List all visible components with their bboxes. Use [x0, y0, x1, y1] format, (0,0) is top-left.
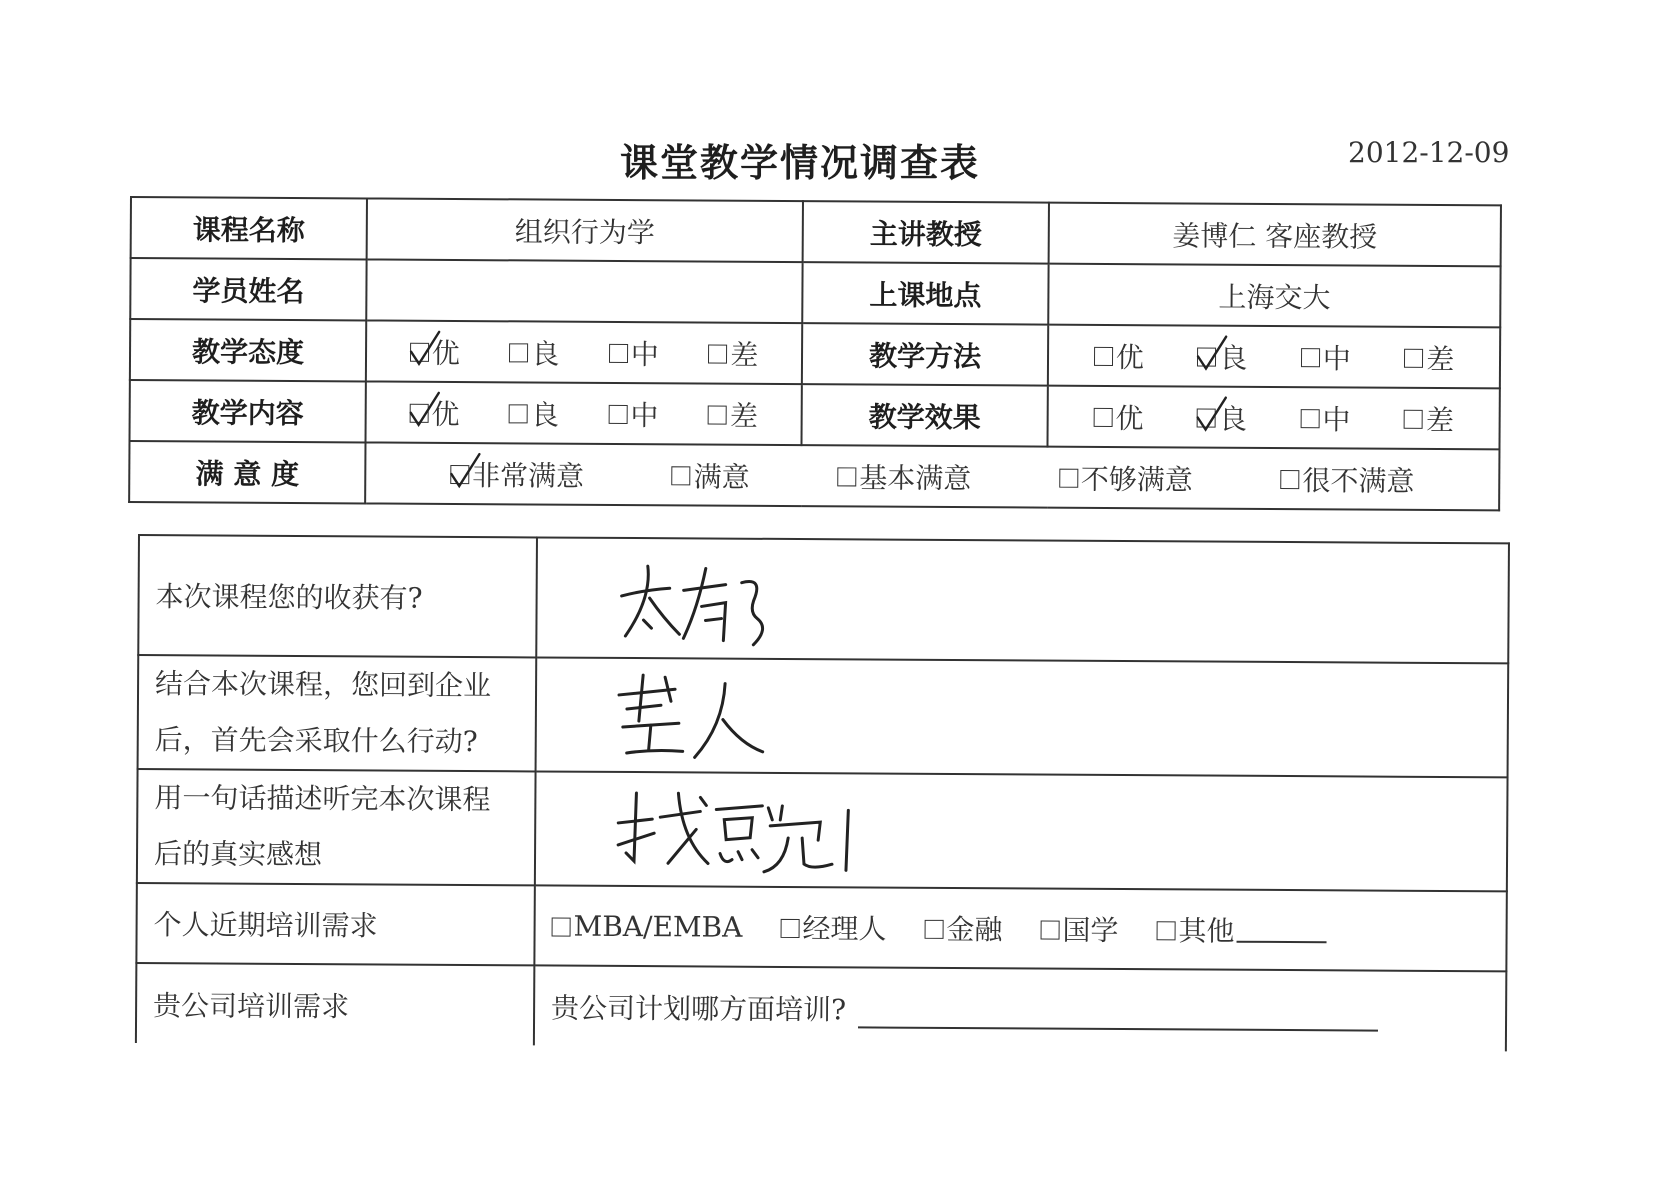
checkbox[interactable]	[837, 467, 856, 486]
checkbox[interactable]	[924, 919, 943, 938]
checkbox[interactable]	[552, 917, 571, 936]
action-row	[138, 655, 1509, 777]
content-label: 教学内容	[130, 380, 366, 442]
lecturer-value: 姜博仁 客座教授	[1049, 203, 1501, 267]
lecturer-label: 主讲教授	[803, 201, 1049, 264]
effect-option[interactable]: 中	[1300, 398, 1350, 438]
effect-option[interactable]: 优	[1093, 396, 1143, 436]
checkbox[interactable]	[1059, 469, 1078, 488]
attitude-option[interactable]: 优	[410, 331, 460, 371]
checkbox[interactable]	[1280, 470, 1299, 489]
checkbox[interactable]	[609, 344, 628, 363]
checkbox[interactable]	[1404, 349, 1423, 368]
location-value: 上海交大	[1048, 264, 1500, 328]
gains-question: 本次课程您的收获有?	[138, 535, 537, 657]
course-name-value: 组织行为学	[367, 198, 803, 262]
feel-question-line2: 后的真实感想	[153, 837, 323, 872]
location-label: 上课地点	[802, 262, 1048, 325]
course-row	[131, 197, 1501, 266]
method-option[interactable]: 差	[1404, 337, 1454, 377]
training-row	[136, 883, 1506, 971]
effect-option[interactable]: 良	[1197, 397, 1247, 437]
method-option[interactable]: 优	[1094, 335, 1144, 375]
action-question	[138, 655, 537, 771]
checkbox[interactable]	[450, 465, 469, 484]
satisfaction-label: 满 意 度	[129, 441, 365, 503]
questions-table	[135, 534, 1510, 1051]
checkbox[interactable]	[410, 343, 429, 362]
action-answer-cell[interactable]	[536, 657, 1509, 777]
training-option-guoxue[interactable]: 国学	[1040, 909, 1118, 949]
checkbox[interactable]	[708, 345, 727, 364]
checkbox[interactable]	[1197, 409, 1216, 428]
company-question: 贵公司培训需求	[136, 963, 534, 1045]
check-mark-icon	[1194, 335, 1228, 375]
checkbox[interactable]	[780, 918, 799, 937]
company-row	[136, 963, 1506, 1051]
checkbox[interactable]	[672, 466, 691, 485]
attitude-option[interactable]: 差	[708, 333, 758, 373]
satisfaction-option[interactable]: 基本满意	[837, 456, 971, 497]
attitude-options	[367, 331, 801, 374]
student-name-label: 学员姓名	[130, 258, 366, 320]
method-option[interactable]: 中	[1301, 337, 1351, 377]
training-question: 个人近期培训需求	[136, 883, 534, 965]
checkbox[interactable]	[1156, 921, 1175, 940]
student-name-value[interactable]	[366, 259, 802, 323]
training-option-other[interactable]: 其他	[1156, 909, 1326, 950]
handwriting-action	[613, 665, 794, 766]
other-blank[interactable]	[1236, 917, 1326, 944]
method-option[interactable]: 良	[1197, 336, 1247, 376]
satisfaction-option[interactable]: 非常满意	[450, 453, 584, 494]
action-question-line1: 结合本次课程，您回到企业	[154, 667, 492, 703]
content-option[interactable]: 差	[708, 394, 758, 434]
satisfaction-options	[366, 453, 1498, 500]
checkbox[interactable]	[1040, 920, 1059, 939]
checkbox[interactable]	[509, 404, 528, 423]
training-option-finance[interactable]: 金融	[924, 908, 1002, 948]
ratings-table	[128, 196, 1502, 511]
feel-question-line1: 用一句话描述听完本次课程	[154, 781, 491, 817]
content-option[interactable]: 中	[608, 393, 658, 433]
effect-options	[1049, 396, 1499, 439]
effect-label: 教学效果	[801, 384, 1047, 447]
content-option[interactable]: 优	[409, 392, 459, 432]
gains-row	[138, 535, 1509, 663]
check-mark-icon	[407, 330, 441, 370]
satisfaction-option[interactable]: 满意	[672, 455, 750, 495]
feel-question	[137, 769, 536, 885]
feel-row	[137, 769, 1508, 891]
form-title: 课堂教学情况调查表	[620, 141, 981, 185]
check-mark-icon	[1194, 396, 1228, 436]
checkbox[interactable]	[708, 406, 727, 425]
form-date: 2012-12-09	[1348, 136, 1510, 169]
action-question-line2: 后，首先会采取什么行动?	[154, 723, 478, 759]
content-option[interactable]: 良	[509, 393, 559, 433]
satisfaction-row	[129, 441, 1499, 510]
checkbox[interactable]	[509, 343, 528, 362]
attitude-label: 教学态度	[130, 319, 366, 381]
handwriting-feel	[612, 779, 873, 881]
checkbox[interactable]	[1093, 408, 1112, 427]
checkbox[interactable]	[409, 404, 428, 423]
handwriting-gains	[613, 548, 814, 649]
student-row	[130, 258, 1500, 327]
training-options	[551, 906, 1489, 952]
attitude-option[interactable]: 良	[509, 332, 559, 372]
checkbox[interactable]	[1301, 348, 1320, 367]
checkbox[interactable]	[1404, 410, 1423, 429]
content-options	[367, 392, 801, 435]
course-name-label: 课程名称	[131, 197, 367, 259]
checkbox[interactable]	[608, 405, 627, 424]
check-mark-icon	[406, 391, 440, 431]
company-blank[interactable]	[858, 1000, 1378, 1031]
satisfaction-option[interactable]: 很不满意	[1280, 459, 1414, 500]
satisfaction-option[interactable]: 不够满意	[1059, 457, 1193, 498]
content-effect-row	[130, 380, 1500, 449]
gains-answer-cell[interactable]	[536, 537, 1509, 663]
checkbox[interactable]	[1300, 409, 1319, 428]
feel-answer-cell[interactable]	[535, 771, 1508, 891]
company-prompt: 贵公司计划哪方面培训?	[551, 991, 847, 1026]
effect-option[interactable]: 差	[1404, 398, 1454, 438]
checkbox[interactable]	[1197, 348, 1216, 367]
attitude-option[interactable]: 中	[609, 332, 659, 372]
training-option-mba[interactable]: MBA/EMBA	[552, 909, 743, 943]
checkbox[interactable]	[1094, 347, 1113, 366]
method-label: 教学方法	[802, 323, 1048, 386]
check-mark-icon	[447, 452, 481, 492]
training-option-manager[interactable]: 经理人	[780, 907, 886, 948]
method-options	[1049, 335, 1499, 378]
attitude-method-row	[130, 319, 1500, 388]
